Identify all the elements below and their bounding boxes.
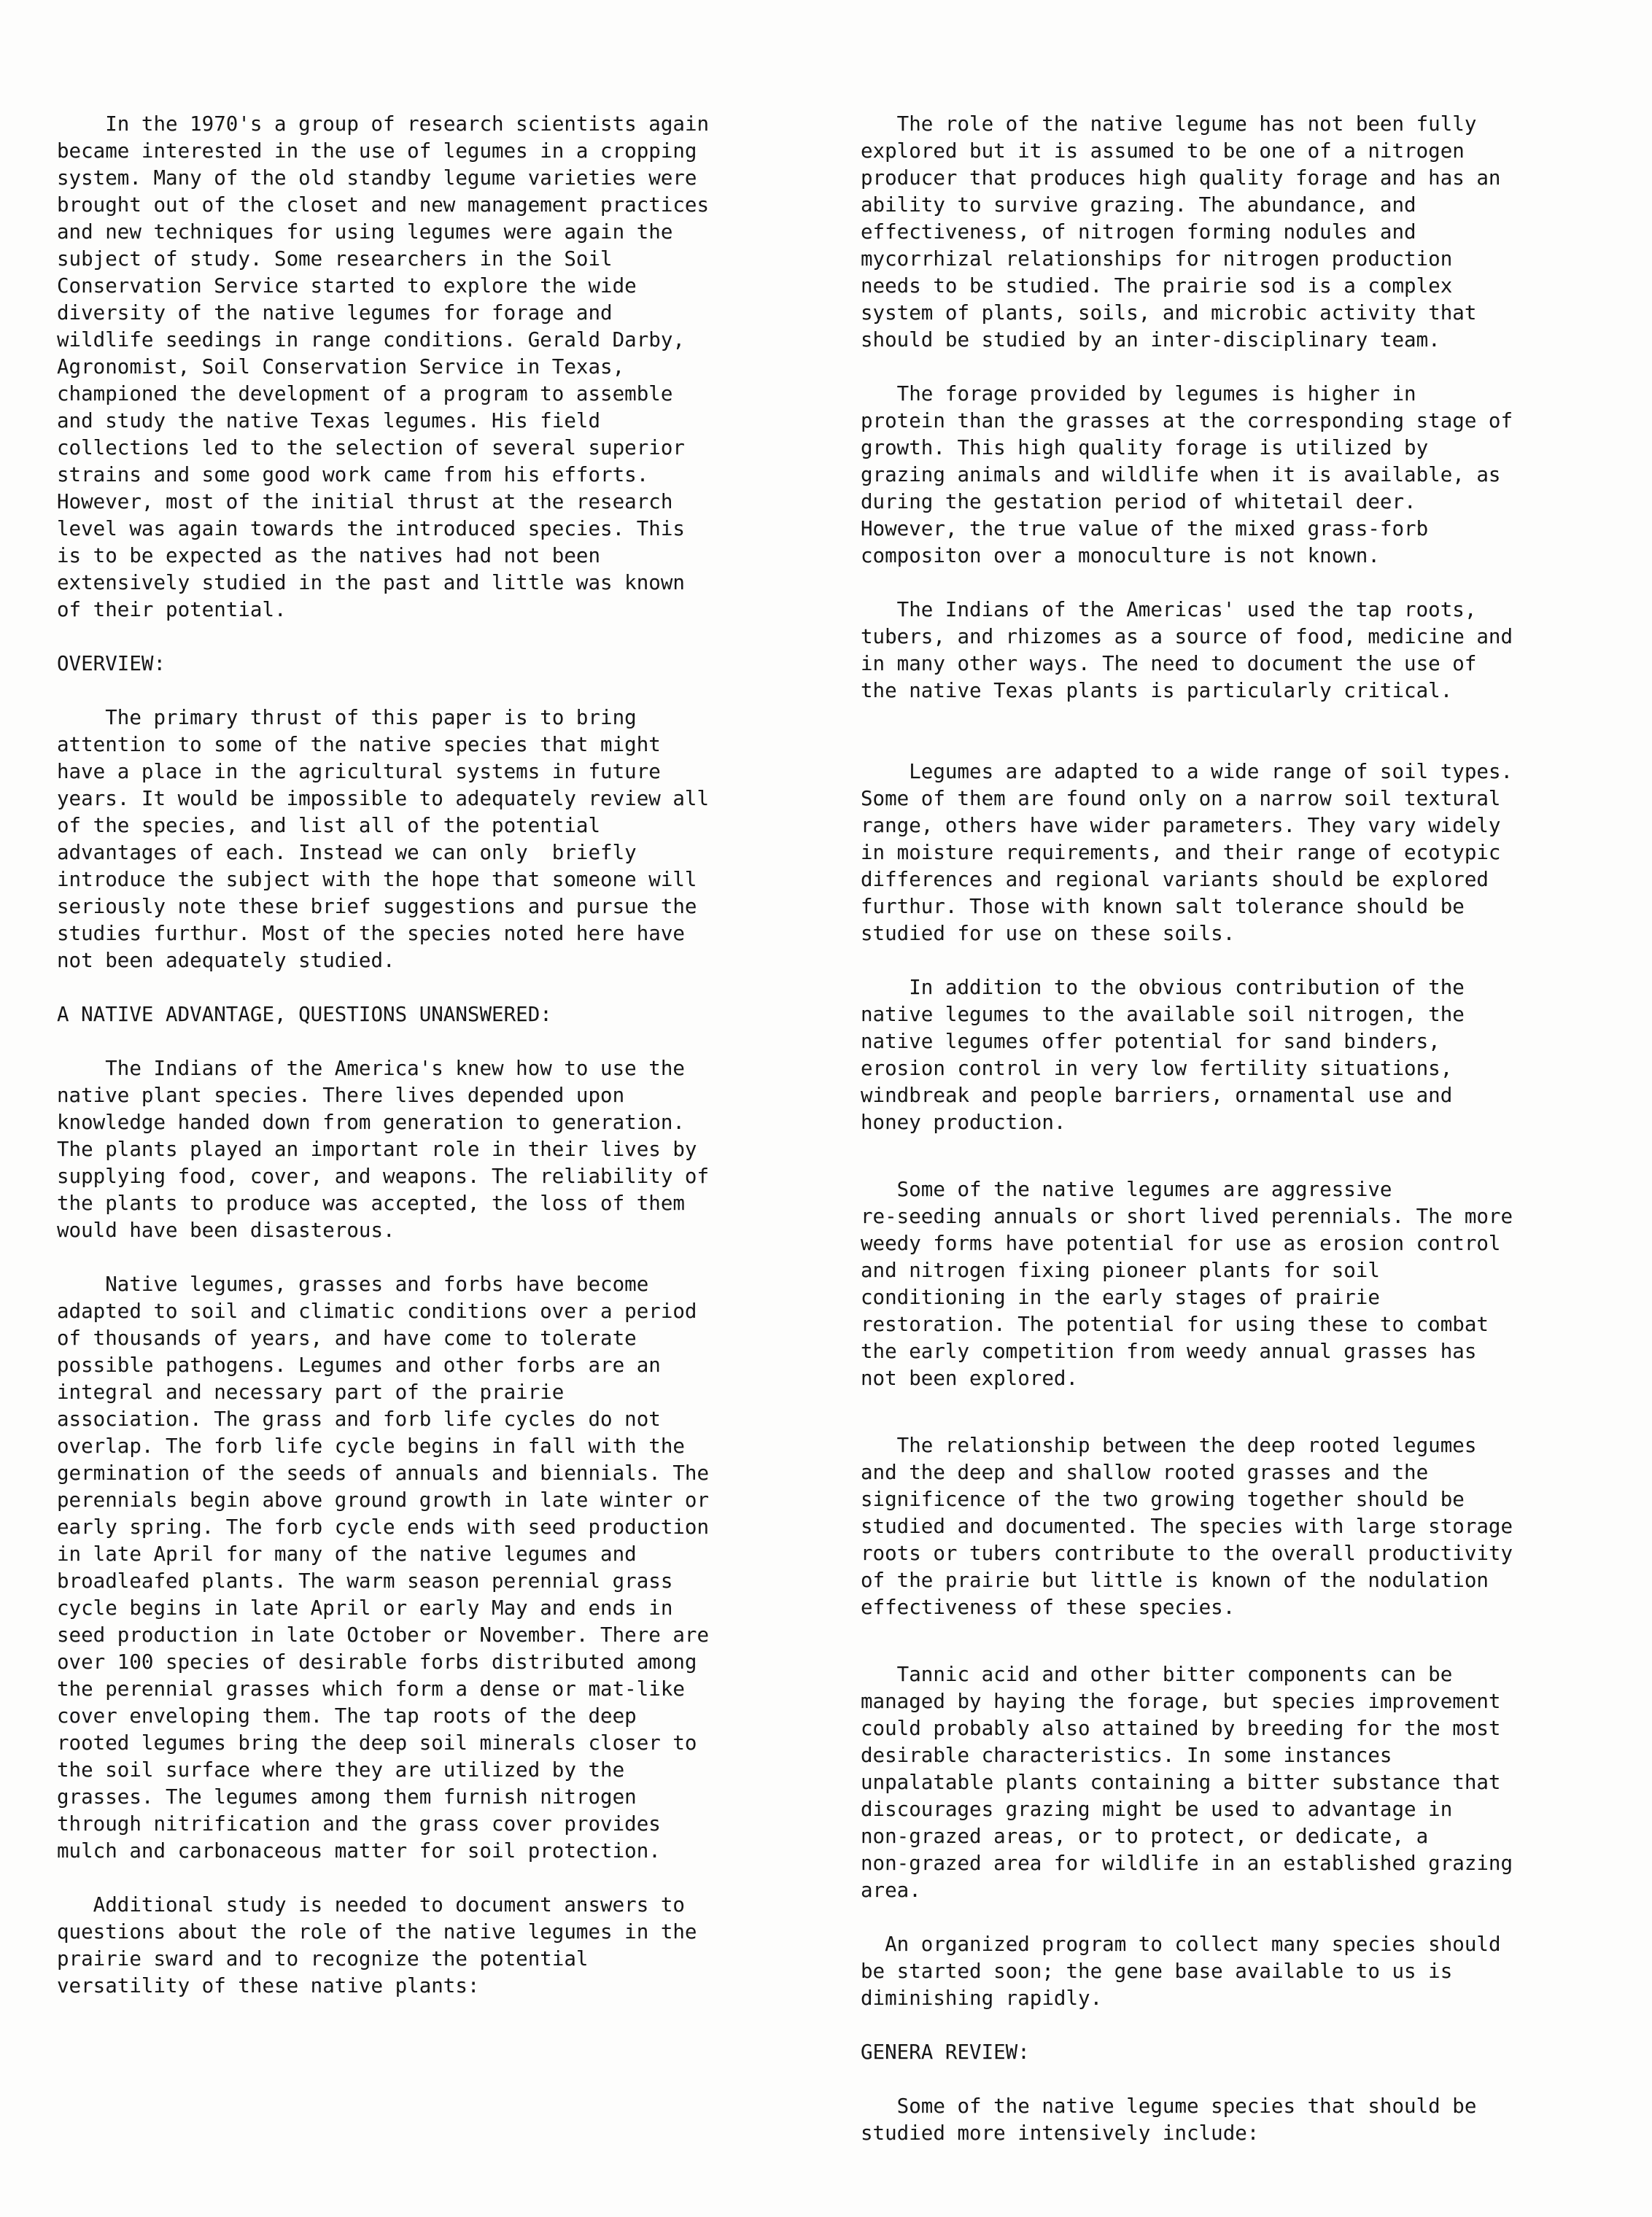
role-paragraph: The role of the native legume has not been fully explored but it is assumed to be one of a nitrogen producer that produces high quality forage and has an ability to survive grazing. The abundance, and effectiveness, of nitrogen forming nodules and mycorrhizal relationships for nitrogen production needs to be studied. The prairie sod is a complex system of plants, soils, and microbic activity that should be studied by an inter-disciplinary team. [861, 112, 1501, 352]
forage-paragraph: The forage provided by legumes is higher in protein than the grasses at the corresponding stage of growth. This high quality forage is utilized by grazing animals and wildlife when it is available, as during the gestation period of whitetail deer. However, the true value of the mixed grass-forb compositon over a monoculture is not known. [861, 382, 1513, 567]
genera-review-heading: GENERA REVIEW: [861, 2041, 1030, 2064]
species-intro-paragraph: Some of the native legume species that should be studied more intensively include: [861, 2094, 1477, 2145]
overview-paragraph: The primary thrust of this paper is to bring attention to some of the native species that might have a place in the agricultural systems in future years. It would be impossible to adequately review all of the species, and list all of the potential advantages of each. Instead we can only briefly introduce the subject with the hope that someone will seriously note these brief suggestions and pursue the studies furthur. Most of the species noted here have not been adequately studied. [57, 706, 710, 972]
reseeding-paragraph: Some of the native legumes are aggressive re-seeding annuals or short lived perennials. The more weedy forms have potential for use as erosion control and nitrogen fixing pioneer plants for soil conditioning in the early stages of prairie restoration. The potential for using these to combat the early competition from weedy annual grasses has not been explored. [861, 1178, 1513, 1390]
soil-types-paragraph: Legumes are adapted to a wide range of soil types. Some of them are found only on a narrow soil textural range, others have wider parameters. They vary widely in moisture requirements, and their range of ecotypic differences and regional variants should be explored furthur. Those with known salt tolerance should be studied for use on these soils. [861, 760, 1513, 945]
left-column [57, 111, 815, 2027]
organized-program-paragraph: An organized program to collect many species should be started soon; the gene base available to us is diminishing rapidly. [861, 1933, 1501, 2010]
native-advantage-heading: A NATIVE ADVANTAGE, QUESTIONS UNANSWERED: [57, 1003, 552, 1026]
indians-americas-paragraph: The Indians of the Americas' used the tap roots, tubers, and rhizomes as a source of food, medicine and in many other ways. The need to document the use of the native Texas plants is particularly critical. [861, 598, 1513, 702]
relationship-paragraph: The relationship between the deep rooted legumes and the deep and shallow rooted grasses and the significence of the two growing together should be studied and documented. The species with large storage roots or tubers contribute to the overall productivity of the prairie but little is known of the nodulation effectiveness of these species. [861, 1434, 1513, 1619]
native-legumes-paragraph: Native legumes, grasses and forbs have become adapted to soil and climatic conditions over a period of thousands of years, and have come to tolerate possible pathogens. Legumes and other forbs are an integral and necessary part of the prairie association. The grass and forb life cycles do not overlap. The forb life cycle begins in fall with the germination of the seeds of annuals and biennials. The perennials begin above ground growth in late winter or early spring. The forb cycle ends with seed production in late April for many of the native legumes and broadleafed plants. The warm season perennial grass cycle begins in late April or early May and ends in seed production in late October or November. There are over 100 species of desirable forbs distributed among the perennial grasses which form a dense or mat-like cover enveloping them. The tap roots of the deep rooted legumes bring the deep soil minerals closer to the soil surface where they are utilized by the grasses. The legumes among them furnish nitrogen through nitrification and the grass cover provides mulch and carbonaceous matter for soil protection. [57, 1273, 710, 1863]
indians-paragraph: The Indians of the America's knew how to use the native plant species. There lives depended upon knowledge handed down from generation to generation. The plants played an important role in their lives by supplying food, cover, and weapons. The reliability of the plants to produce was accepted, the loss of them would have been disasterous. [57, 1057, 710, 1242]
additional-study-paragraph: Additional study is needed to document answers to questions about the role of the native legumes in the prairie sward and to recognize the potential versatility of these native plants: [57, 1893, 697, 1997]
intro-paragraph: In the 1970's a group of research scientists again became interested in the use of legumes in a cropping system. Many of the old standby legume varieties were brought out of the closet and new management practices and new techniques for using legumes were again the subject of study. Some researchers in the Soil Conservation Service started to explore the wide diversity of the native legumes for forage and wildlife seedings in range conditions. Gerald Darby, Agronomist, Soil Conservation Service in Texas, championed the development of a program to assemble and study the native Texas legumes. His field collections led to the selection of several superior strains and some good work came from his efforts. However, most of the initial thrust at the research level was again towards the introduced species. This is to be expected as the natives had not been extensively studied in the past and little was known of their potential. [57, 112, 710, 621]
overview-heading: OVERVIEW: [57, 652, 166, 675]
tannic-acid-paragraph: Tannic acid and other bitter components can be managed by haying the forage, but species improvement could probably also attained by breeding for the most desirable characteristics. In some instances unpalatable plants containing a bitter substance that discourages grazing might be used to advantage in non-grazed areas, or to protect, or dedicate, a non-grazed area for wildlife in an established grazing area. [861, 1663, 1513, 1902]
right-column [861, 111, 1597, 2174]
contribution-paragraph: In addition to the obvious contribution of the native legumes to the available soil nitrogen, the native legumes offer potential for sand binders, erosion control in very low fertility situations, windbreak and people barriers, ornamental use and honey production. [861, 976, 1465, 1134]
